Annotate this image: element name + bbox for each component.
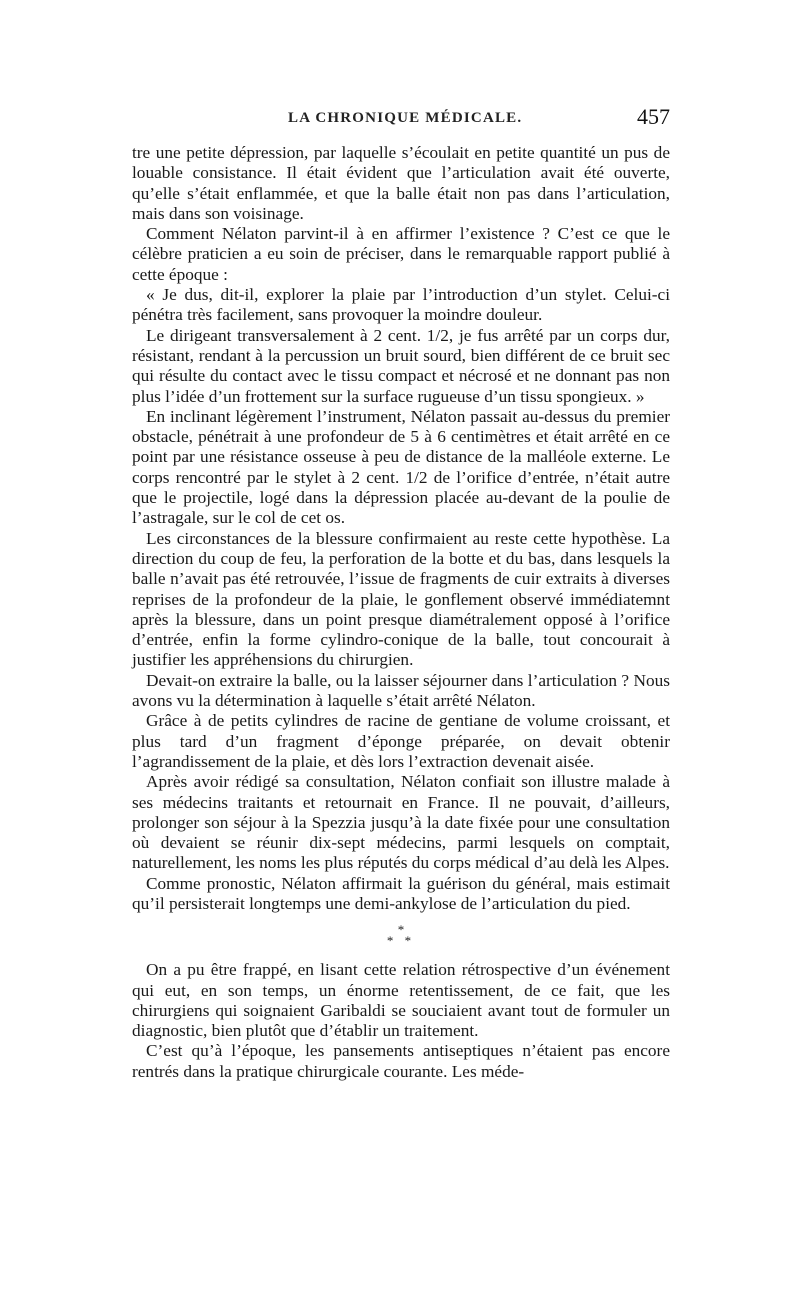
paragraph: Grâce à de petits cylindres de racine de gentiane de volume croissant, et plus tard d’un fragment d’éponge préparée, on devait obtenir l’agrandissement de la plaie, et dès lors l’extraction devenait aisée. xyxy=(132,711,670,771)
paragraph: Devait-on extraire la balle, ou la laisser séjourner dans l’articulation ? Nous avons vu la détermination à laquelle s’était arrêté Nélaton. xyxy=(132,670,670,711)
asterism-top: * xyxy=(397,922,405,938)
paragraph: En inclinant légèrement l’instrument, Nélaton passait au-dessus du premier obstacle, pénétrait à une profondeur de 5 à 6 centimètres et était arrêté en ce point par une résistance osseuse à peu de distance de la malléole externe. Le corps rencontré par le stylet à 2 cent. 1/2 de l’orifice d’entrée, n’était autre que le projectile, logé dans la dépression placée au-devant de la poulie de l’astragale, sur le col de cet os. xyxy=(132,406,670,528)
paragraph: Comme pronostic, Nélaton affirmait la guérison du général, mais estimait qu’il persisterait longtemps une demi-ankylose de l’articulation du pied. xyxy=(132,873,670,913)
paragraph: Le dirigeant transversalement à 2 cent. 1/2, je fus arrêté par un corps dur, résistant, rendant à la percussion un bruit sourd, bien différent de ce bruit sec qui résulte du contact avec le tissu compact et nécrosé et ne donnant pas non plus l’idée d’un frottement sur la surface rugueuse d’un tissu spongieux. » xyxy=(132,325,670,406)
section-separator xyxy=(132,922,670,949)
running-title: LA CHRONIQUE MÉDICALE. xyxy=(288,110,523,126)
paragraph: tre une petite dépression, par laquelle s’écoulait en petite quantité un pus de louable consistance. Il était évident que l’articulation avait été ouverte, qu’elle s’était enflammée, et que la balle était non pas dans l’articulation, mais dans son voisinage. xyxy=(132,143,670,223)
paragraph: On a pu être frappé, en lisant cette relation rétrospective d’un événement qui eut, en son temps, un énorme retentissement, de ce fait, que les chirurgiens qui soignaient Garibaldi se souciaient avant tout de formuler un diagnostic, bien plutôt que d’établir un traitement. xyxy=(132,960,670,1041)
running-header xyxy=(132,104,670,134)
asterism-bottom: * * xyxy=(386,933,416,949)
paragraph: Les circonstances de la blessure confirmaient au reste cette hypothèse. La direction du coup de feu, la perforation de la botte et du bas, dans lesquels la balle n’avait pas été retrouvée, l’issue de fragments de cuir extraits à diverses reprises de la profondeur de la plaie, le gonflement observé immédiatemnt après la blessure, dans un point presque diamétralement opposé à l’orifice d’entrée, enfin la forme cylindro-conique de la balle, tout concourait à justifier les appréhensions du chirurgien. xyxy=(132,528,670,670)
paragraph: « Je dus, dit-il, explorer la plaie par l’introduction d’un stylet. Celui-ci pénétra très facilement, sans provoquer la moindre douleur. xyxy=(132,285,670,325)
paragraph: Après avoir rédigé sa consultation, Nélaton confiait son illustre malade à ses médecins traitants et retournait en France. Il ne pouvait, d’ailleurs, prolonger son séjour à la Spezzia jusqu’à la date fixée pour une consultation où devaient se réunir dix-sept médecins, parmi lesquels on comptait, naturellement, les noms les plus réputés du corps médical d’au delà les Alpes. xyxy=(132,772,670,873)
page-number: 457 xyxy=(637,104,670,129)
body-text xyxy=(132,143,670,1082)
paragraph: Comment Nélaton parvint-il à en affirmer l’existence ? C’est ce que le célèbre praticien a eu soin de préciser, dans le remarquable rapport publié à cette époque : xyxy=(132,224,670,284)
paragraph: C’est qu’à l’époque, les pansements antiseptiques n’étaient pas encore rentrés dans la pratique chirurgicale courante. Les méde- xyxy=(132,1041,670,1081)
